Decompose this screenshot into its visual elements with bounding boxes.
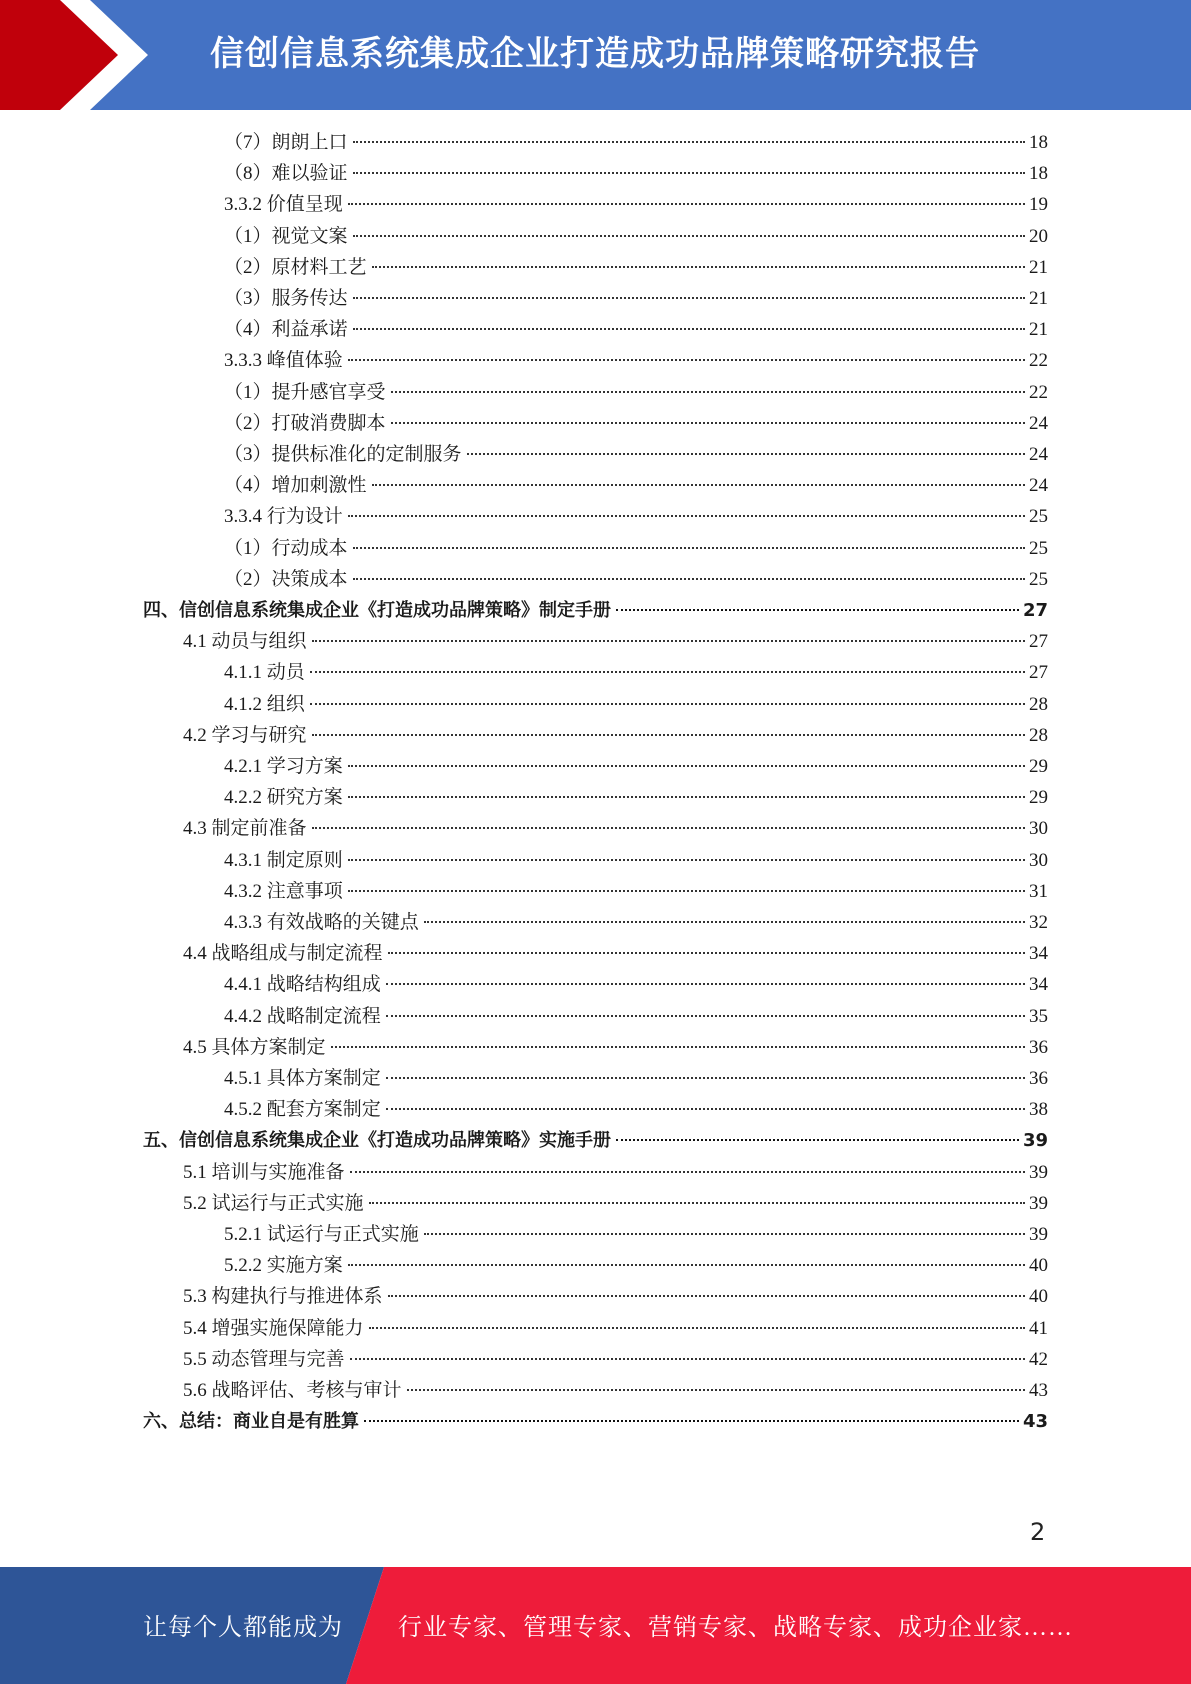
toc-entry-label: （2）原材料工艺 [224, 256, 367, 278]
toc-entry-label: （2）打破消费脚本 [224, 412, 386, 434]
toc-dot-leader [348, 1264, 1025, 1266]
toc-entry[interactable] [224, 564, 1048, 595]
toc-entry[interactable] [183, 1281, 1048, 1312]
toc-entry-page: 39 [1029, 1192, 1048, 1214]
toc-entry-page: 27 [1029, 631, 1048, 653]
toc-dot-leader [348, 203, 1025, 205]
toc-entry[interactable] [183, 1375, 1048, 1406]
toc-dot-leader [386, 1015, 1025, 1017]
toc-entry-label: 4.5.1 具体方案制定 [224, 1068, 381, 1089]
toc-dot-leader [353, 235, 1025, 237]
toc-entry[interactable] [224, 907, 1048, 938]
toc-entry-page: 35 [1029, 1005, 1048, 1027]
toc-entry-label: 4.2.1 学习方案 [224, 756, 343, 777]
toc-dot-leader [388, 952, 1025, 954]
toc-dot-leader [348, 765, 1025, 767]
toc-entry[interactable] [224, 689, 1048, 720]
toc-entry[interactable] [224, 1094, 1048, 1125]
toc-entry-label: 3.3.4 行为设计 [224, 506, 343, 528]
toc-entry[interactable] [224, 969, 1048, 1000]
toc-dot-leader [424, 921, 1025, 923]
toc-entry-label: （3）服务传达 [224, 288, 348, 309]
toc-entry-page: 39 [1022, 1130, 1048, 1152]
toc-dot-leader [353, 328, 1025, 330]
toc-entry-label: （4）增加刺激性 [224, 475, 367, 497]
toc-entry-label: 5.2.2 实施方案 [224, 1255, 343, 1277]
toc-entry-page: 20 [1029, 225, 1048, 247]
toc-entry-page: 18 [1029, 163, 1048, 185]
toc-entry-page: 39 [1029, 1161, 1048, 1183]
toc-entry-page: 24 [1029, 475, 1048, 497]
toc-entry-label: 5.3 构建执行与推进体系 [183, 1286, 383, 1308]
toc-dot-leader [372, 484, 1025, 486]
toc-dot-leader [353, 297, 1025, 299]
toc-entry[interactable] [224, 252, 1048, 283]
toc-entry-page: 24 [1029, 444, 1048, 465]
toc-entry-page: 42 [1029, 1348, 1048, 1370]
toc-entry-label: （4）利益承诺 [224, 319, 348, 341]
toc-dot-leader [391, 422, 1025, 424]
toc-entry-label: 4.3.3 有效战略的关键点 [224, 912, 419, 933]
toc-entry-label: 4.4 战略组成与制定流程 [183, 943, 383, 965]
toc-dot-leader [369, 1202, 1025, 1204]
toc-dot-leader [407, 1389, 1025, 1391]
toc-entry-page: 28 [1029, 693, 1048, 715]
toc-dot-leader [310, 703, 1025, 705]
toc-entry[interactable] [183, 1344, 1048, 1375]
toc-entry-label: （1）行动成本 [224, 537, 348, 559]
toc-dot-leader [348, 859, 1025, 861]
toc-entry[interactable] [224, 1063, 1048, 1094]
toc-entry[interactable] [183, 1032, 1048, 1063]
toc-entry-page: 36 [1029, 1068, 1048, 1089]
toc-entry[interactable] [224, 189, 1048, 220]
toc-entry-label: 四、信创信息系统集成企业《打造成功品牌策略》制定手册 [143, 600, 611, 621]
toc-entry-page: 30 [1029, 818, 1048, 840]
toc-entry-page: 43 [1022, 1411, 1048, 1433]
toc-entry-page: 25 [1029, 568, 1048, 590]
toc-entry[interactable] [183, 626, 1048, 657]
toc-dot-leader [350, 1171, 1025, 1173]
toc-dot-leader [310, 671, 1025, 673]
toc-entry-label: 3.3.2 价值呈现 [224, 194, 343, 216]
toc-entry-label: 3.3.3 峰值体验 [224, 350, 343, 372]
toc-entry-label: 4.3 制定前准备 [183, 818, 307, 840]
toc-entry-label: （7）朗朗上口 [224, 132, 348, 153]
toc-entry[interactable] [143, 1125, 1048, 1156]
toc-entry-page: 18 [1029, 132, 1048, 153]
toc-dot-leader [353, 547, 1025, 549]
toc-dot-leader [348, 796, 1025, 798]
toc-entry[interactable] [224, 1250, 1048, 1281]
toc-entry[interactable] [224, 1219, 1048, 1250]
toc-entry[interactable] [224, 470, 1048, 501]
toc-dot-leader [386, 1077, 1025, 1079]
toc-entry-label: 4.4.1 战略结构组成 [224, 974, 381, 996]
page-number: 2 [1030, 1518, 1046, 1546]
toc-entry[interactable] [224, 751, 1048, 782]
toc-entry-page: 34 [1029, 943, 1048, 965]
toc-dot-leader [353, 141, 1025, 143]
toc-dot-leader [348, 515, 1025, 517]
toc-entry-page: 31 [1029, 880, 1048, 902]
toc-entry-page: 40 [1029, 1286, 1048, 1308]
toc-entry-page: 24 [1029, 412, 1048, 434]
toc-dot-leader [312, 827, 1025, 829]
toc-entry[interactable] [224, 314, 1048, 345]
toc-entry-page: 27 [1022, 600, 1048, 621]
toc-dot-leader [616, 1139, 1019, 1141]
toc-entry-label: 五、信创信息系统集成企业《打造成功品牌策略》实施手册 [143, 1130, 611, 1152]
toc-entry-page: 28 [1029, 724, 1048, 746]
toc-entry[interactable] [183, 938, 1048, 969]
toc-entry-label: 4.1 动员与组织 [183, 631, 307, 653]
toc-entry[interactable] [224, 876, 1048, 907]
toc-entry[interactable] [224, 408, 1048, 439]
toc-entry-label: （1）提升感官享受 [224, 381, 386, 403]
toc-entry-label: 4.1.1 动员 [224, 662, 305, 684]
toc-entry[interactable] [143, 595, 1048, 626]
toc-dot-leader [348, 890, 1025, 892]
toc-entry[interactable] [224, 283, 1048, 314]
toc-entry[interactable] [224, 782, 1048, 813]
toc-entry[interactable] [143, 1406, 1048, 1437]
toc-dot-leader [312, 734, 1025, 736]
toc-dot-leader [348, 359, 1025, 361]
toc-entry-page: 34 [1029, 974, 1048, 996]
footer-slogan-left: 让每个人都能成为 [143, 1615, 343, 1641]
toc-entry-page: 32 [1029, 912, 1048, 933]
toc-dot-leader [467, 453, 1025, 455]
toc-entry-label: 5.6 战略评估、考核与审计 [183, 1380, 402, 1401]
toc-entry[interactable] [224, 533, 1048, 564]
toc-entry-label: 六、总结：商业自是有胜算 [143, 1411, 359, 1433]
toc-entry-label: 4.3.1 制定原则 [224, 849, 343, 871]
toc-entry[interactable] [224, 127, 1048, 158]
toc-entry[interactable] [183, 813, 1048, 844]
document-title: 信创信息系统集成企业打造成功品牌策略研究报告 [210, 34, 980, 74]
toc-dot-leader [364, 1420, 1019, 1422]
toc-entry-page: 27 [1029, 662, 1048, 684]
toc-entry[interactable] [224, 221, 1048, 252]
toc-entry-label: 5.4 增强实施保障能力 [183, 1317, 364, 1339]
toc-entry-label: 5.2 试运行与正式实施 [183, 1192, 364, 1214]
toc-entry-page: 43 [1029, 1380, 1048, 1401]
toc-entry-label: 4.2 学习与研究 [183, 724, 307, 746]
toc-entry-label: 4.5 具体方案制定 [183, 1036, 326, 1058]
toc-entry-page: 21 [1029, 319, 1048, 341]
toc-dot-leader [369, 1327, 1025, 1329]
toc-dot-leader [388, 1295, 1025, 1297]
toc-entry[interactable] [183, 1157, 1048, 1188]
toc-dot-leader [331, 1046, 1025, 1048]
footer-slogan-right: 行业专家、管理专家、营销专家、战略专家、成功企业家…… [398, 1615, 1073, 1641]
toc-entry[interactable] [224, 345, 1048, 376]
toc-entry-label: （2）决策成本 [224, 568, 348, 590]
toc-entry[interactable] [224, 845, 1048, 876]
toc-entry-page: 38 [1029, 1099, 1048, 1121]
toc-entry-label: 4.5.2 配套方案制定 [224, 1099, 381, 1121]
toc-entry[interactable] [224, 657, 1048, 688]
toc-entry-label: 5.1 培训与实施准备 [183, 1161, 345, 1183]
toc-entry-page: 40 [1029, 1255, 1048, 1277]
toc-entry-label: 4.1.2 组织 [224, 693, 305, 715]
toc-entry[interactable] [183, 1188, 1048, 1219]
toc-dot-leader [312, 640, 1025, 642]
toc-dot-leader [391, 391, 1025, 393]
toc-dot-leader [353, 578, 1025, 580]
toc-entry[interactable] [224, 158, 1048, 189]
toc-entry-page: 41 [1029, 1317, 1048, 1339]
toc-entry[interactable] [183, 720, 1048, 751]
toc-dot-leader [350, 1358, 1025, 1360]
toc-entry-label: 4.3.2 注意事项 [224, 880, 343, 902]
toc-entry-page: 25 [1029, 506, 1048, 528]
toc-entry-page: 21 [1029, 256, 1048, 278]
toc-entry-label: 5.5 动态管理与完善 [183, 1348, 345, 1370]
toc-entry-page: 30 [1029, 849, 1048, 871]
toc-entry-page: 22 [1029, 350, 1048, 372]
toc-entry-page: 39 [1029, 1224, 1048, 1245]
toc-entry[interactable] [224, 1001, 1048, 1032]
toc-entry-page: 19 [1029, 194, 1048, 216]
toc-entry-label: 4.2.2 研究方案 [224, 787, 343, 809]
page-footer [0, 1567, 1191, 1684]
toc-dot-leader [353, 172, 1025, 174]
toc-entry-label: 4.4.2 战略制定流程 [224, 1005, 381, 1027]
toc-entry[interactable] [224, 501, 1048, 532]
toc-entry-label: 5.2.1 试运行与正式实施 [224, 1224, 419, 1245]
toc-entry-label: （8）难以验证 [224, 163, 348, 185]
toc-dot-leader [386, 1108, 1025, 1110]
toc-dot-leader [372, 266, 1025, 268]
toc-entry-label: （1）视觉文案 [224, 225, 348, 247]
toc-entry-page: 29 [1029, 787, 1048, 809]
toc-entry[interactable] [224, 439, 1048, 470]
toc-entry[interactable] [183, 1313, 1048, 1344]
toc-dot-leader [424, 1233, 1025, 1235]
toc-entry-page: 29 [1029, 756, 1048, 777]
toc-dot-leader [616, 609, 1019, 611]
toc-entry-page: 36 [1029, 1036, 1048, 1058]
toc-dot-leader [386, 983, 1025, 985]
toc-entry-page: 21 [1029, 288, 1048, 309]
toc-entry-label: （3）提供标准化的定制服务 [224, 444, 462, 465]
page-header [0, 0, 1191, 110]
toc-entry-page: 25 [1029, 537, 1048, 559]
toc-entry-page: 22 [1029, 381, 1048, 403]
toc-entry[interactable] [224, 377, 1048, 408]
